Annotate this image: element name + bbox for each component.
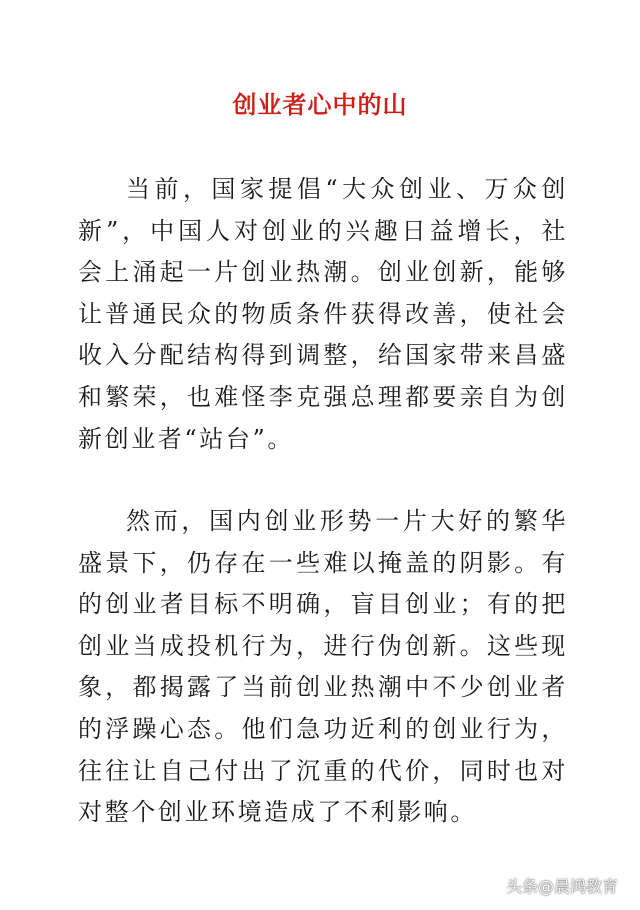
article-title: 创业者心中的山 xyxy=(232,90,408,119)
source-watermark: 头条@晨鸿教育 xyxy=(505,877,618,896)
article-paragraph-1: 当前，国家提倡“大众创业、万众创新”，中国人对创业的兴趣日益增长，社会上涌起一片创业热潮。创业创新，能够让普通民众的物质条件获得改善，使社会收入分配结构得到调整，给国家带来昌盛和繁荣，也难怪李克强总理都要亲自为创新创业者“站台”。 xyxy=(78,175,568,453)
article-paragraph-2: 然而，国内创业形势一片大好的繁华盛景下，仍存在一些难以掩盖的阴影。有的创业者目标不明确，盲目创业；有的把创业当成投机行为，进行伪创新。这些现象，都揭露了当前创业热潮中不少创业者的浮躁心态。他们急功近利的创业行为，往往让自己付出了沉重的代价，同时也对对整个创业环境造成了不利影响。 xyxy=(78,507,568,827)
